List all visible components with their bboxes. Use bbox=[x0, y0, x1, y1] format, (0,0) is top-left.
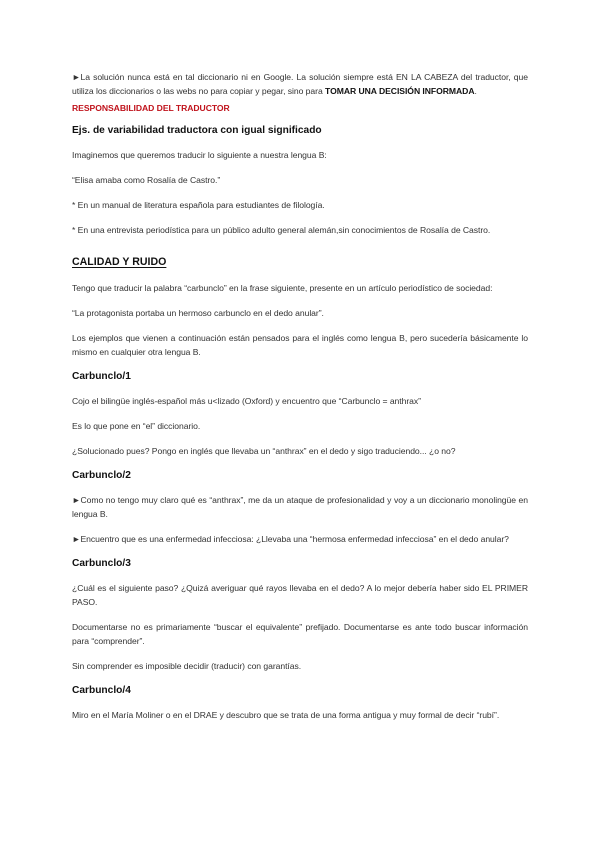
arrow-icon: ► bbox=[72, 534, 81, 544]
carbunclo-4-p1: Miro en el María Moliner o en el DRAE y descubro que se trata de una forma antigua y muy formal de decir “rubí”. bbox=[72, 710, 500, 720]
calidad-heading: CALIDAD Y RUIDO bbox=[72, 256, 167, 268]
carbunclo-2-p2 bbox=[72, 532, 528, 546]
carbunclo-3-p2: Documentarse no es primariamente “buscar el equivalente” prefijado. Documentarse es ante todo buscar información para “comprender”. bbox=[72, 622, 528, 646]
carbunclo-1-p2: Es lo que pone en “el” diccionario. bbox=[72, 421, 201, 431]
carbunclo-1-p3: ¿Solucionado pues? Pongo en inglés que llevaba un “anthrax” en el dedo y sigo traduciendo... ¿o no? bbox=[72, 446, 456, 456]
variability-p4: * En una entrevista periodística para un público adulto general alemán,sin conocimientos de Rosalía de Castro. bbox=[72, 225, 491, 235]
carbunclo-2-p1 bbox=[72, 493, 528, 521]
variability-p3: * En un manual de literatura española para estudiantes de filología. bbox=[72, 200, 325, 210]
carbunclo-2-heading: Carbunclo/2 bbox=[72, 470, 131, 481]
intro-text: La solución nunca está en tal diccionario ni en Google. La solución siempre está EN LA CABEZA del traductor, que utiliza los diccionarios o las webs no para copiar y pegar, sino para bbox=[72, 72, 528, 96]
intro-paragraph bbox=[72, 70, 528, 98]
calidad-p3: Los ejemplos que vienen a continuación están pensados para el inglés como lengua B, pero sucedería básicamente lo mismo en cualquier otra lengua B. bbox=[72, 333, 528, 357]
carbunclo-2-p1-text: Como no tengo muy claro qué es “anthrax”, me da un ataque de profesionalidad y voy a un diccionario monolingüe en lengua B. bbox=[72, 495, 528, 519]
carbunclo-3-heading: Carbunclo/3 bbox=[72, 558, 131, 569]
carbunclo-3-p3: Sin comprender es imposible decidir (traducir) con garantías. bbox=[72, 661, 302, 671]
arrow-icon: ► bbox=[72, 495, 81, 505]
variability-heading: Ejs. de variabilidad traductora con igual significado bbox=[72, 125, 322, 136]
intro-end: . bbox=[474, 86, 477, 96]
carbunclo-4-heading: Carbunclo/4 bbox=[72, 685, 131, 696]
variability-p1: Imaginemos que queremos traducir lo siguiente a nuestra lengua B: bbox=[72, 150, 327, 160]
calidad-p1: Tengo que traducir la palabra “carbunclo” en la frase siguiente, presente en un artículo periodístico de sociedad: bbox=[72, 283, 493, 293]
arrow-icon: ► bbox=[72, 72, 81, 82]
intro-bold-text: TOMAR UNA DECISIÓN INFORMADA bbox=[325, 86, 475, 96]
carbunclo-1-heading: Carbunclo/1 bbox=[72, 371, 131, 382]
carbunclo-2-p2-text: Encuentro que es una enfermedad infecciosa: ¿Llevaba una “hermosa enfermedad infecciosa” en el dedo anular? bbox=[80, 534, 509, 544]
variability-p2: “Elisa amaba como Rosalía de Castro.” bbox=[72, 175, 221, 185]
carbunclo-1-p1: Cojo el bilingüe inglés-español más u<lizado (Oxford) y encuentro que “Carbunclo = anthrax” bbox=[72, 396, 421, 406]
responsibility-label: RESPONSABILIDAD DEL TRADUCTOR bbox=[72, 103, 230, 113]
calidad-p2: “La protagonista portaba un hermoso carbunclo en el dedo anular”. bbox=[72, 308, 324, 318]
carbunclo-3-p1: ¿Cuál es el siguiente paso? ¿Quizá averiguar qué rayos llevaba en el dedo? A lo mejor debería haber sido EL PRIMER PASO. bbox=[72, 583, 528, 607]
